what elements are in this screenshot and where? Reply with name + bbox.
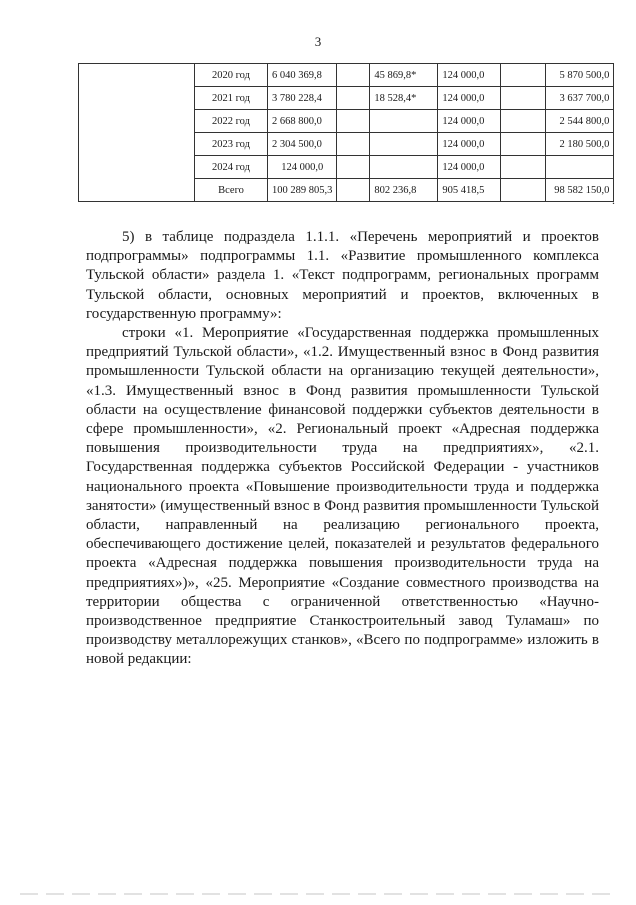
value-cell [546, 156, 614, 179]
year-cell: 2021 год [195, 87, 268, 110]
value-cell: 802 236,8 [370, 179, 438, 202]
value-cell: 5 870 500,0 [546, 64, 614, 87]
value-cell: 2 180 500,0 [546, 133, 614, 156]
value-cell [337, 110, 370, 133]
value-cell [501, 110, 546, 133]
value-cell [337, 179, 370, 202]
margin-mark: . [612, 193, 615, 207]
value-cell: 124 000,0 [438, 110, 501, 133]
paragraph-rows: строки «1. Мероприятие «Государственная поддержка промышленных предприятий Тульской области», «1.2. Имущественный взнос в Фонд развития промышленности Тульской области на организацию текущей деятельности», «1.3. Имущественный взнос в Фонд развития промышленности Тульской области на осуществление финансовой поддержки субъектов деятельности в сфере промышленности», «2. Региональный проект «Адресная поддержка повышения производительности труда на предприятиях», «2.1. Государственная поддержка субъектов Российской Федерации - участников национального проекта «Повышение производительности труда и поддержка занятости» (имущественный взнос в Фонд развития промышленности Тульской области, направленный на реализацию регионального проекта, обеспечивающего достижение целей, показателей и результатов федерального проекта «Адресная поддержка повышения производительности труда на предприятиях»)», «25. Мероприятие «Создание совместного производства на территории общества с ограниченной ответственностью «Научно-производственное предприятие Станкостроительный завод Туламаш» по производству металлорежущих станков», «Всего по подпрограмме» изложить в новой редакции: [86, 325, 599, 668]
year-cell: Всего [195, 179, 268, 202]
value-cell [501, 133, 546, 156]
total-cell: 3 780 228,4 [268, 87, 337, 110]
value-cell: 124 000,0 [438, 133, 501, 156]
value-cell [337, 64, 370, 87]
value-cell [501, 156, 546, 179]
value-cell [337, 87, 370, 110]
paragraph-item-5: 5) в таблице подраздела 1.1.1. «Перечень мероприятий и проектов подпрограммы» подпрограммы 1.1. «Развитие промышленного комплекса Тульской области» раздела 1. «Текст подпрограмм, региональных программ Тульской области, основных мероприятий и проектов, включенных в государственную программу»: [86, 229, 599, 322]
value-cell: 18 528,4* [370, 87, 438, 110]
value-cell: 2 544 800,0 [546, 110, 614, 133]
value-cell: 45 869,8* [370, 64, 438, 87]
total-cell: 2 668 800,0 [268, 110, 337, 133]
value-cell [370, 133, 438, 156]
funding-table [78, 63, 614, 202]
value-cell [501, 87, 546, 110]
year-cell: 2022 год [195, 110, 268, 133]
total-cell: 100 289 805,3 [268, 179, 337, 202]
value-cell: 98 582 150,0 [546, 179, 614, 202]
year-cell: 2023 год [195, 133, 268, 156]
value-cell: 905 418,5 [438, 179, 501, 202]
total-cell: 2 304 500,0 [268, 133, 337, 156]
year-cell: 2020 год [195, 64, 268, 87]
page-number: 3 [314, 34, 322, 49]
value-cell [370, 110, 438, 133]
table-row [79, 64, 614, 87]
value-cell [501, 179, 546, 202]
total-cell: 6 040 369,8 [268, 64, 337, 87]
scan-artifact [20, 893, 610, 895]
value-cell [370, 156, 438, 179]
value-cell: 124 000,0 [438, 64, 501, 87]
value-cell: 124 000,0 [438, 87, 501, 110]
merged-empty-cell [79, 64, 195, 202]
total-cell: 124 000,0 [268, 156, 337, 179]
document-body [86, 228, 599, 670]
year-cell: 2024 год [195, 156, 268, 179]
value-cell [501, 64, 546, 87]
value-cell: 124 000,0 [438, 156, 501, 179]
value-cell [337, 133, 370, 156]
value-cell: 3 637 700,0 [546, 87, 614, 110]
value-cell [337, 156, 370, 179]
